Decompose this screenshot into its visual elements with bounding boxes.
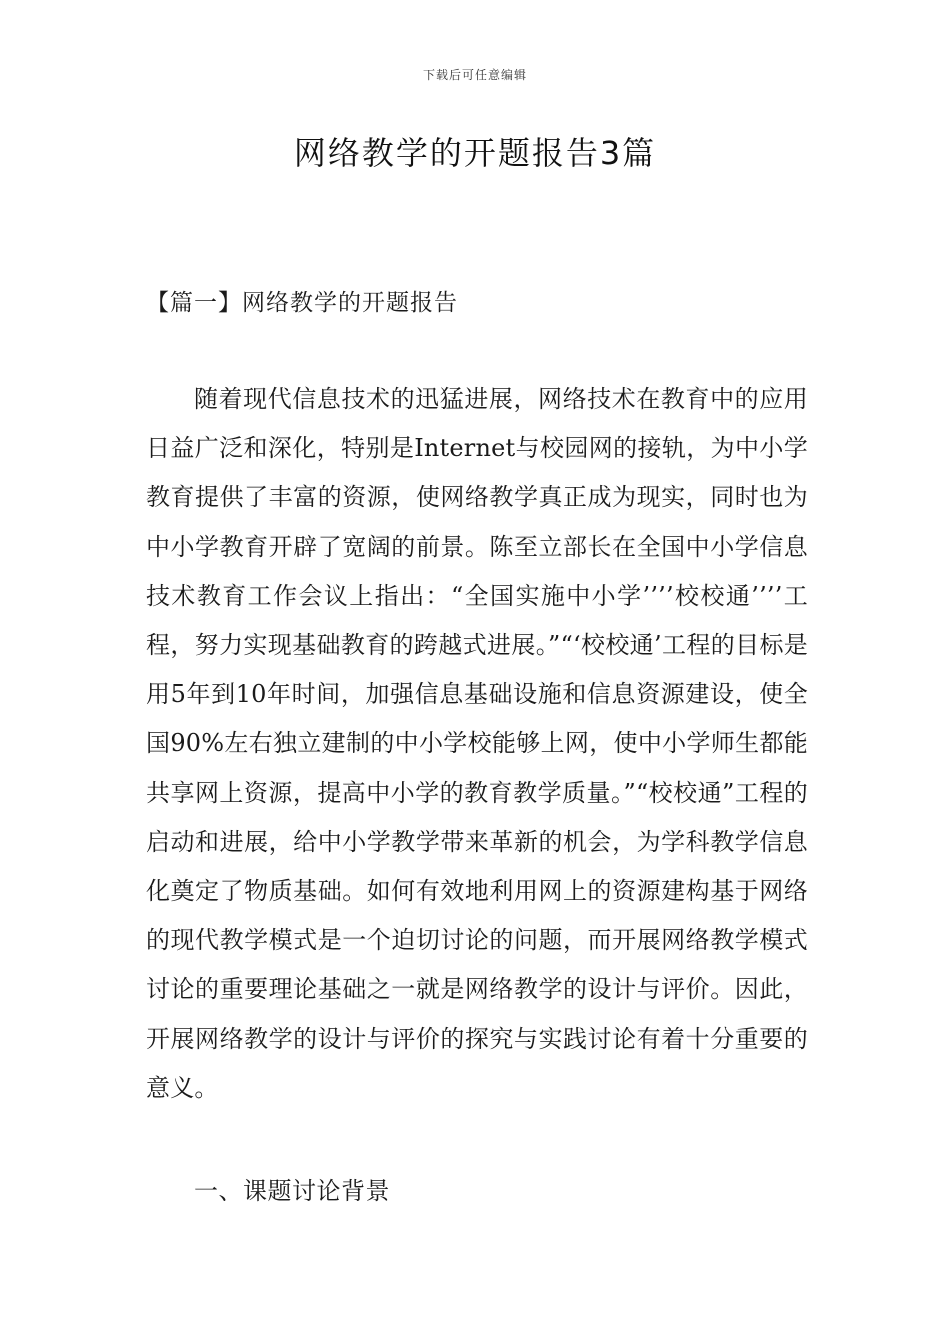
- subheading: 一、课题讨论背景: [194, 1177, 390, 1205]
- document-title: 网络教学的开题报告3篇: [293, 134, 657, 172]
- paragraph: 随着现代信息技术的迅猛进展，网络技术在教育中的应用日益广泛和深化，特别是Internet与校园网的接轨，为中小学教育提供了丰富的资源，使网络教学真正成为现实，同时也为中小学教育开辟了宽阔的前景。陈至立部长在全国中小学信息技术教育工作会议上指出：“全国实施中小学’’’’校校通’’’’工程，努力实现基础教育的跨越式进展。”“‘校校通’工程的目标是用5年到10年时间，加强信息基础设施和信息资源建设，使全国90%左右独立建制的中小学校能够上网，使中小学师生都能共享网上资源，提高中小学的教育教学质量。”“校校通”工程的启动和进展，给中小学教学带来革新的机会，为学科教学信息化奠定了物质基础。如何有效地利用网上的资源建构基于网络的现代教学模式是一个迫切讨论的问题，而开展网络教学模式讨论的重要理论基础之一就是网络教学的设计与评价。因此，开展网络教学的设计与评价的探究与实践讨论有着十分重要的意义。: [146, 385, 808, 1102]
- body-text: [146, 375, 808, 1113]
- header-note: 下载后可任意编辑: [422, 68, 527, 82]
- section-heading: 【篇一】网络教学的开题报告: [146, 290, 458, 316]
